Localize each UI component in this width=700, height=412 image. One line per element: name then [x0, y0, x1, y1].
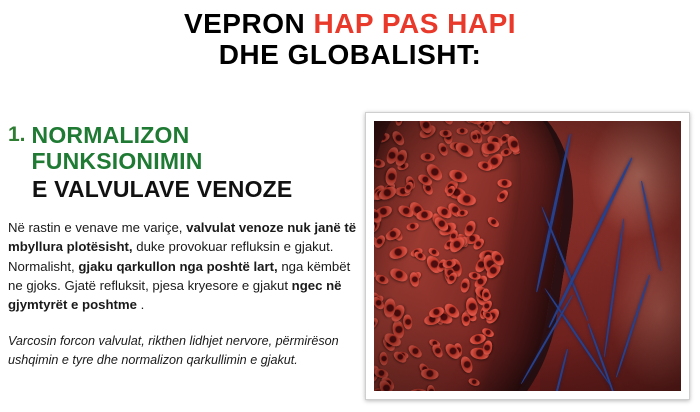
- emphasis-text: gjaku qarkullon nga poshtë lart,: [78, 258, 278, 274]
- red-blood-cell: [409, 389, 428, 391]
- title-line-2: DHE GLOBALISHT:: [218, 39, 482, 71]
- section-heading-green: [32, 122, 203, 175]
- red-blood-cell: [412, 249, 426, 262]
- red-blood-cell: [392, 349, 409, 365]
- blood-vessel-illustration: [374, 121, 681, 391]
- red-blood-cell: [374, 316, 380, 331]
- red-blood-cell: [388, 265, 410, 283]
- red-blood-cell: [456, 209, 468, 217]
- red-blood-cell: [374, 272, 390, 285]
- red-blood-cell: [374, 157, 386, 168]
- title-plain-text: VEPRON: [183, 8, 314, 39]
- red-blood-cell: [495, 188, 510, 204]
- emphasis-text: valvulat venoze nuk janë të mbyllura plotësisht,: [8, 220, 357, 255]
- red-blood-cell: [426, 385, 435, 391]
- red-blood-cell: [405, 221, 419, 231]
- section-subheading: E VALVULAVE VENOZE: [32, 175, 293, 202]
- title-line-1: [0, 8, 700, 39]
- red-blood-cell: [497, 121, 512, 125]
- red-blood-cell: [379, 351, 388, 365]
- red-blood-cell: [458, 354, 474, 374]
- plain-text: duke provokuar refluksin e gjakut. Normalisht,: [8, 239, 334, 274]
- vessel-lumen: [374, 121, 534, 391]
- red-blood-cell: [497, 178, 512, 188]
- red-blood-cell: [456, 192, 477, 207]
- red-blood-cell: [384, 166, 398, 186]
- red-blood-cell: [375, 131, 391, 144]
- note-paragraph: Varcosin forcon valvulat, rikthen lidhjet nervore, përmirëson ushqimin e tyre dhe normalizon qarkullimin e gjakut.: [8, 334, 339, 367]
- emphasis-text: ngec në gjymtyrët e poshtme: [8, 277, 342, 312]
- red-blood-cell: [402, 313, 413, 329]
- section-heading-line-2: FUNKSIONIMIN: [31, 148, 203, 175]
- red-blood-cell: [516, 121, 529, 128]
- plain-text: .: [136, 296, 145, 312]
- red-blood-cell: [395, 121, 404, 126]
- red-blood-cell: [389, 128, 406, 146]
- body-paragraph: [8, 218, 358, 314]
- red-blood-cell: [420, 367, 439, 380]
- red-blood-cell: [456, 127, 468, 134]
- plain-text: nga këmbët ne gjoks. Gjatë refluksit, pjesa kryesore e gjakut: [8, 258, 351, 293]
- section-heading-line-1: NORMALIZON: [31, 122, 190, 148]
- red-blood-cell: [387, 244, 409, 261]
- red-blood-cell: [460, 277, 471, 293]
- red-blood-cell: [467, 376, 480, 386]
- red-blood-cell: [441, 121, 454, 126]
- red-blood-cell: [430, 342, 445, 359]
- page-title: [0, 8, 700, 71]
- red-blood-cell: [486, 214, 501, 228]
- red-blood-cell: [420, 152, 435, 162]
- red-blood-cell: [406, 342, 424, 359]
- content-column: [8, 122, 358, 382]
- illustration-frame: [365, 112, 690, 400]
- section-heading: [8, 122, 358, 175]
- red-blood-cell: [438, 129, 451, 138]
- section-number: 1.: [8, 123, 26, 146]
- plain-text: Në rastin e venave me variçe,: [8, 220, 187, 236]
- title-accent-text: HAP PAS HAPI: [313, 8, 517, 39]
